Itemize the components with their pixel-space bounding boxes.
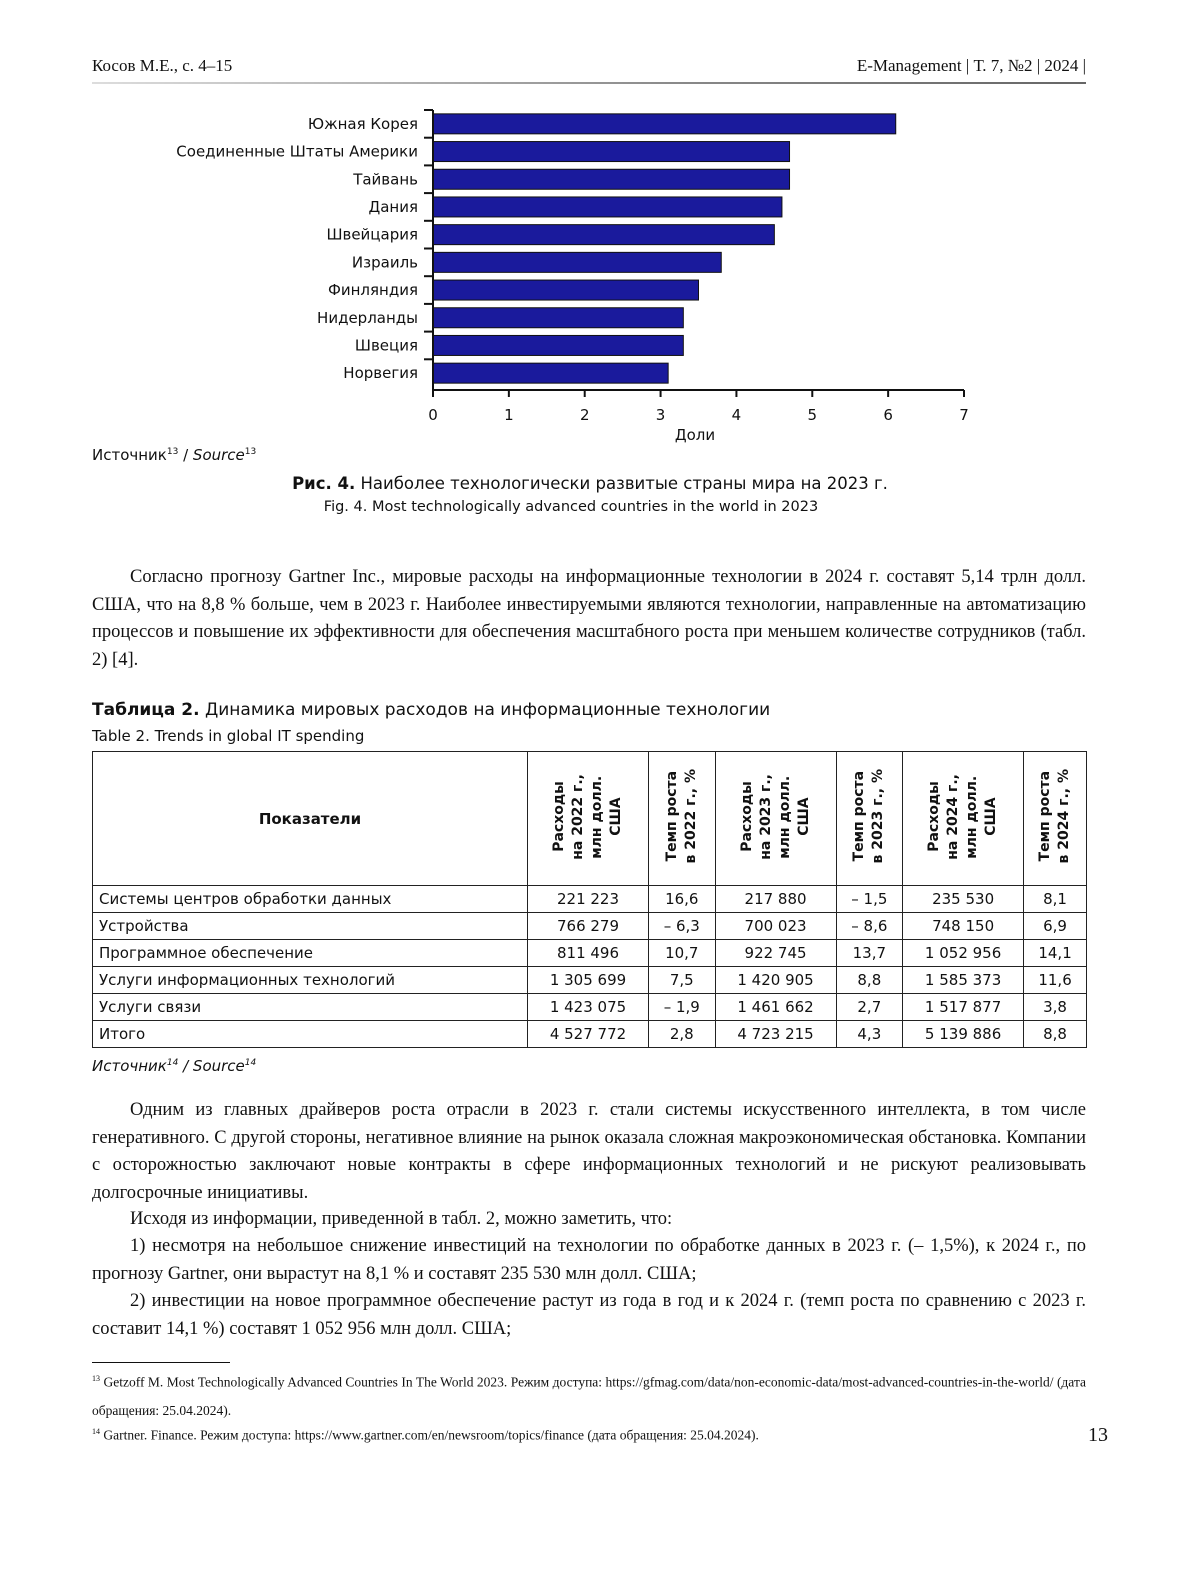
category-label: Нидерланды xyxy=(317,308,418,327)
table-cell: 1 420 905 xyxy=(715,967,836,994)
chart-category-labels xyxy=(176,115,418,382)
table-row xyxy=(93,994,1087,1021)
row-label: Системы центров обработки данных xyxy=(93,886,528,913)
table-header-row xyxy=(93,752,1087,886)
running-header xyxy=(92,56,1086,82)
bar xyxy=(433,169,790,189)
row-label: Устройства xyxy=(93,913,528,940)
column-header-text: Темп роста в 2023 г., % xyxy=(851,769,887,864)
chart-bars xyxy=(433,114,896,383)
table-cell: 235 530 xyxy=(903,886,1024,913)
category-label: Южная Корея xyxy=(307,114,418,133)
category-label: Швеция xyxy=(354,336,418,355)
category-label: Израиль xyxy=(351,253,418,272)
table-cell: 3,8 xyxy=(1024,994,1087,1021)
journal-info: E-Management | Т. 7, №2 | 2024 | xyxy=(856,56,1086,75)
column-header-text: Расходы на 2023 г., млн долл. США xyxy=(738,773,812,860)
paragraph-3: Исходя из информации, приведенной в табл. 2, можно заметить, что: xyxy=(130,1209,673,1229)
table-cell: 4 723 215 xyxy=(715,1021,836,1048)
paragraph-1: Согласно прогнозу Gartner Inc., мировые расходы на информационные технологии в 2024 г. составят 5,14 трлн долл. США, что на 8,8 % больше, чем в 2023 г. Наиболее инвестируемыми являются технологии, направленные на автоматизацию процессов и повышение их эффективности для обеспечения масштабного роста при меньшем количестве сотрудников (табл. 2) [4]. xyxy=(92,567,1086,670)
table-cell: 700 023 xyxy=(715,913,836,940)
table-cell: – 1,5 xyxy=(836,886,903,913)
author-pages: Косов М.Е., с. 4–15 xyxy=(92,56,233,75)
header-indicators: Показатели xyxy=(93,752,528,886)
table-cell: 1 052 956 xyxy=(903,940,1024,967)
table-cell: 1 517 877 xyxy=(903,994,1024,1021)
column-header xyxy=(649,752,716,886)
table-cell: 8,1 xyxy=(1024,886,1087,913)
column-header-text: Темп роста в 2024 г., % xyxy=(1037,769,1073,864)
category-label: Дания xyxy=(368,197,418,216)
x-tick-label: 4 xyxy=(731,406,742,424)
bar xyxy=(433,308,683,328)
x-tick-label: 3 xyxy=(655,406,666,424)
table-cell: 217 880 xyxy=(715,886,836,913)
table-cell: 13,7 xyxy=(836,940,903,967)
table-cell: 6,9 xyxy=(1024,913,1087,940)
bar xyxy=(433,335,683,355)
category-label: Финляндия xyxy=(327,281,418,300)
table-cell: 4 527 772 xyxy=(528,1021,649,1048)
column-header xyxy=(715,752,836,886)
table-cell: 1 461 662 xyxy=(715,994,836,1021)
column-header-text: Расходы на 2024 г., млн долл. США xyxy=(926,773,1000,860)
table-cell: 8,8 xyxy=(836,967,903,994)
category-label: Тайвань xyxy=(353,170,418,189)
table-cell: 11,6 xyxy=(1024,967,1087,994)
footnote-13: $^{13}$ Getzoff M. Most Technologically Advanced Countries In The World 2023. Режим доступа: https://gfmag.com/data/non-economic-data/most-advanced-countries-in-the-world/ (дата обращения: 25.04.2024). xyxy=(92,1374,1087,1418)
table-cell: 1 305 699 xyxy=(528,967,649,994)
table-row xyxy=(93,913,1087,940)
table-cell: 811 496 xyxy=(528,940,649,967)
x-tick-label: 1 xyxy=(504,406,514,424)
row-label: Итого xyxy=(93,1021,528,1048)
footnote-rule xyxy=(92,1362,230,1363)
category-label: Норвегия xyxy=(343,364,418,383)
table-cell: 2,7 xyxy=(836,994,903,1021)
table-cell: – 8,6 xyxy=(836,913,903,940)
figure-source: Источник$^{13}$ / Source$^{13}$ xyxy=(92,446,257,464)
column-header xyxy=(903,752,1024,886)
x-tick-label: 7 xyxy=(959,406,969,424)
table-row xyxy=(93,1021,1087,1048)
figure-caption-en: Fig. 4. Most technologically advanced countries in the world in 2023 xyxy=(323,499,819,515)
x-tick-label: 2 xyxy=(579,406,590,424)
table-cell: 766 279 xyxy=(528,913,649,940)
x-tick-label: 0 xyxy=(428,406,438,424)
column-header xyxy=(1024,752,1087,886)
list-item-2: 2) инвестиции на новое программное обеспечение растут из года в год и к 2024 г. (темп роста по сравнению с 2023 г. составит 14,1 %) составят 1 052 956 млн долл. США; xyxy=(92,1291,1086,1339)
paragraph-2: Одним из главных драйверов роста отрасли в 2023 г. стали системы искусственного интеллекта, в том числе генеративного. С другой стороны, негативное влияние на рынок оказала сложная макроэкономическая обстановка. Компании с осторожностью заключают новые контракты в сфере информационных технологий и не рискуют реализовывать долгосрочные инициативы. xyxy=(92,1100,1086,1203)
chart-x-ticks xyxy=(428,390,969,424)
it-spending-table xyxy=(92,751,1087,1048)
table-cell: 7,5 xyxy=(649,967,716,994)
x-axis-label: Доли xyxy=(674,426,716,444)
bar xyxy=(433,252,721,272)
table-cell: – 1,9 xyxy=(649,994,716,1021)
table-cell: – 6,3 xyxy=(649,913,716,940)
table-cell: 922 745 xyxy=(715,940,836,967)
table-cell: 14,1 xyxy=(1024,940,1087,967)
row-label: Программное обеспечение xyxy=(93,940,528,967)
table-row xyxy=(93,967,1087,994)
header-rule xyxy=(92,82,1086,84)
column-header xyxy=(836,752,903,886)
row-label: Услуги информационных технологий xyxy=(93,967,528,994)
list-item-1: 1) несмотря на небольшое снижение инвестиций на технологии по обработке данных в 2023 г. (– 1,5%), к 2024 г., по прогнозу Gartner, они вырастут на 8,1 % и составят 235 530 млн долл. США; xyxy=(92,1236,1086,1284)
table-cell: 4,3 xyxy=(836,1021,903,1048)
table-cell: 10,7 xyxy=(649,940,716,967)
bar xyxy=(433,225,774,245)
table-cell: 1 585 373 xyxy=(903,967,1024,994)
bar-chart xyxy=(0,100,1200,450)
table-title: Таблица 2. Динамика мировых расходов на информационные технологии xyxy=(92,700,771,720)
x-tick-label: 5 xyxy=(807,406,818,424)
table-cell: 2,8 xyxy=(649,1021,716,1048)
table-body xyxy=(93,886,1087,1048)
bar xyxy=(433,142,790,162)
bar xyxy=(433,363,668,383)
table-cell: 1 423 075 xyxy=(528,994,649,1021)
table-source: Источник$^{14}$ / Source$^{14}$ xyxy=(92,1057,257,1075)
footnote-14: $^{14}$ Gartner. Finance. Режим доступа: https://www.gartner.com/en/newsroom/topics/finance (дата обращения: 25.04.2024). xyxy=(92,1427,759,1443)
table-cell: 221 223 xyxy=(528,886,649,913)
table-row xyxy=(93,940,1087,967)
bar xyxy=(433,197,782,217)
bar xyxy=(433,280,699,300)
category-label: Швейцария xyxy=(326,225,418,244)
x-tick-label: 6 xyxy=(883,406,893,424)
table-cell: 5 139 886 xyxy=(903,1021,1024,1048)
table-cell: 16,6 xyxy=(649,886,716,913)
table-subtitle: Table 2. Trends in global IT spending xyxy=(92,727,365,745)
page-number: 13 xyxy=(1088,1424,1108,1446)
figure-caption-ru: Рис. 4. Наиболее технологически развитые страны мира на 2023 г. xyxy=(292,474,888,493)
bar xyxy=(433,114,896,134)
row-label: Услуги связи xyxy=(93,994,528,1021)
table-row xyxy=(93,886,1087,913)
category-label: Соединенные Штаты Америки xyxy=(176,142,418,161)
column-header-text: Темп роста в 2022 г., % xyxy=(663,769,699,864)
column-header xyxy=(528,752,649,886)
table-cell: 748 150 xyxy=(903,913,1024,940)
column-header-text: Расходы на 2022 г., млн долл. США xyxy=(551,773,624,860)
table-cell: 8,8 xyxy=(1024,1021,1087,1048)
